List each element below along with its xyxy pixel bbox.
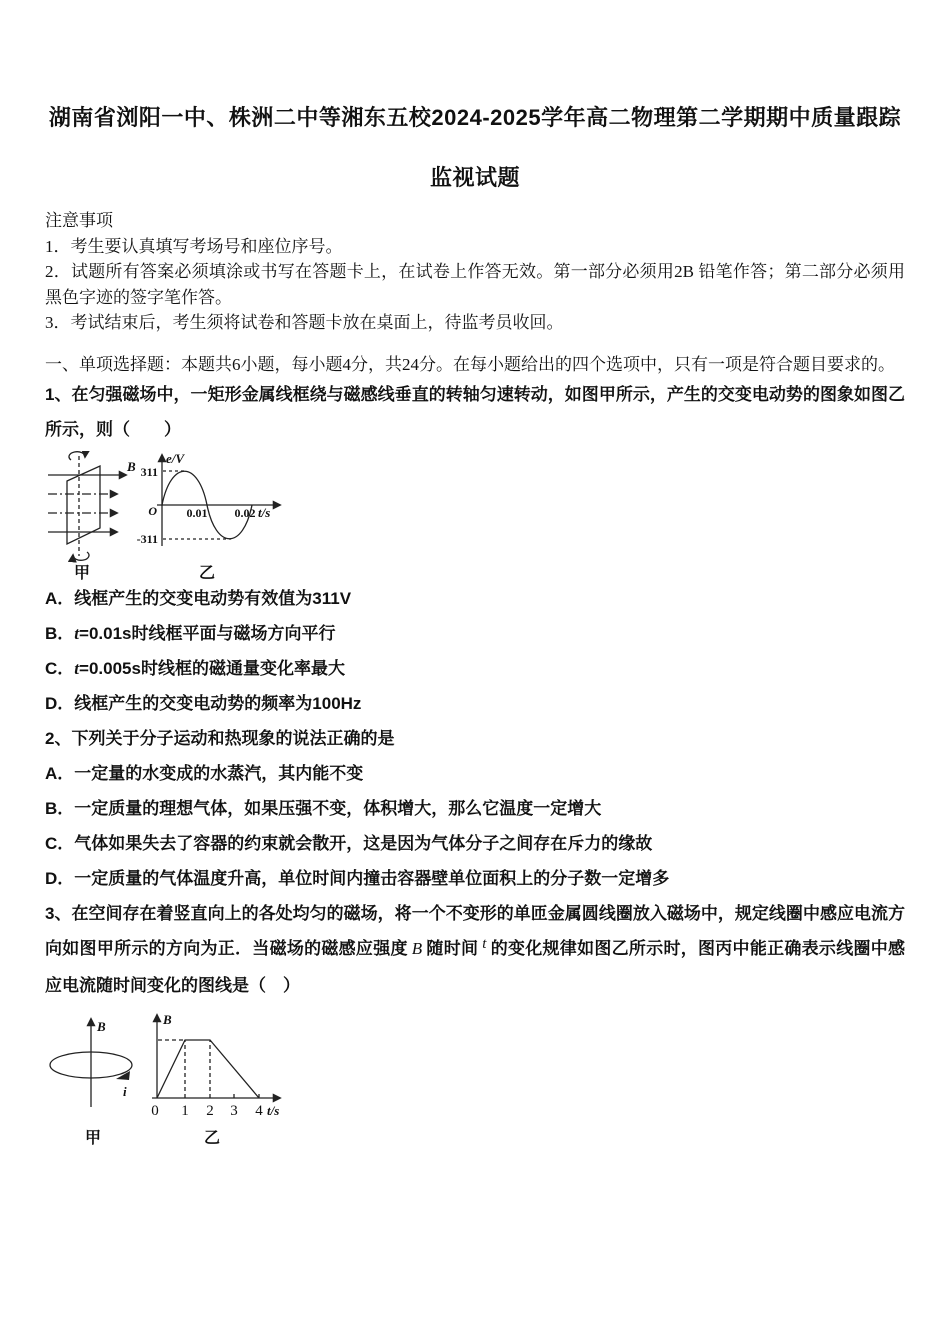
q3-stem-text-1: 3、在空间存在着竖直向上的各处均匀的磁场，将一个不变形的单匝金属圆线圈放入磁场中，规定线圈中感应电流方向如图甲所示的方向为正．当磁场的磁感应强度 [45,903,905,958]
caption-yi: 乙 [203,1129,221,1147]
y-axis-label: e/V [166,450,185,466]
option-text: 气体如果失去了容器的约束就会散开，这是因为气体分子之间存在斥力的缘故 [74,833,653,853]
question-2-options [45,756,905,896]
question-2-stem: 2、下列关于分子运动和热现象的说法正确的是 [45,728,395,748]
option-letter: A． [45,763,75,783]
q2-option-b [45,791,905,826]
page-title: 湖南省浏阳一中、株洲二中等湘东五校2024-2025学年高二物理第二学期期中质量跟踪监视试题 [48,105,902,190]
b-curve [157,1040,259,1098]
peak-value-label: 311 [140,464,158,479]
emf-time-graph [157,455,280,546]
x-axis-label: t/s [258,504,271,520]
q1-option-d [45,686,905,721]
x-tick-2: 2 [206,1102,214,1119]
origin-label: O [148,503,157,518]
q1-option-a [45,581,905,616]
figure-q3 [47,1009,347,1149]
q3-variable-t: t [482,935,487,952]
option-variable: t [74,658,80,678]
q1-option-b [45,616,905,651]
option-letter: A． [45,588,75,608]
b-field-label: B [127,458,136,474]
question-3-stem [45,896,905,1003]
x-tick-3: 3 [230,1102,238,1119]
section-1-header: 一、单项选择题：本题共6小题，每小题4分，共24分。在每小题给出的四个选项中，只有一项是符合题目要求的。 [45,354,895,374]
q3-stem-text-3: 的变化规律如图乙所示时，图丙中能正确表示线圈中感应电流随时间变化的图线是（ ） [45,938,906,995]
option-text: =0.005s时线框的磁通量变化率最大 [79,658,345,678]
b-time-graph [152,1015,280,1098]
option-text: 一定量的水变成的水蒸汽，其内能不变 [74,763,364,783]
current-i-label: i [123,1083,127,1099]
loop-b-label: B [97,1018,106,1034]
option-variable: t [74,623,80,643]
caption-jia: 甲 [73,564,91,581]
option-text: 一定质量的气体温度升高，单位时间内撞击容器壁单位面积上的分子数一定增多 [74,868,670,888]
option-letter: C． [45,833,75,853]
notes-section [45,208,905,336]
rotation-arrow-bottom [73,552,89,560]
figure-q1 [47,451,347,581]
option-letter: B． [45,798,75,818]
question-1-options [45,581,905,721]
q2-option-a [45,756,905,791]
x-tick-0: 0 [151,1102,159,1119]
option-letter: D． [45,693,75,713]
q3-stem-text-2: 随时间 [426,938,479,958]
note-item-1: 1．考生要认真填写考场号和座位序号。 [45,236,343,256]
coil-in-field-diagram [48,451,126,560]
option-letter: C． [45,658,75,678]
option-text: 线框产生的交变电动势有效值为311V [74,588,352,608]
q1-option-c [45,651,905,686]
option-letter: D． [45,868,75,888]
trough-value-label: -311 [136,531,158,546]
x-tick-001: 0.01 [186,505,208,520]
caption-jia: 甲 [84,1129,102,1147]
notes-heading: 注意事项 [45,211,113,230]
x-tick-002: 0.02 [234,505,256,520]
current-direction-arrow [116,1071,130,1080]
note-item-3: 3．考试结束后，考生须将试卷和答题卡放在桌面上，待监考员收回。 [45,313,564,332]
x-tick-4: 4 [255,1102,263,1119]
current-loop-diagram [50,1019,132,1107]
note-item-2: 2．试题所有答案必须填涂或书写在答题卡上，在试卷上作答无效。第一部分必须用2B 铅笔作答；第二部分必须用黑色字迹的签字笔作答。 [45,262,905,307]
x-tick-1: 1 [181,1102,189,1119]
q2-option-d [45,861,905,896]
rotation-arrow-top [69,451,85,459]
option-text: 线框产生的交变电动势的频率为100Hz [74,693,362,713]
q3-variable-b: B [411,938,423,958]
q2-option-c [45,826,905,861]
caption-yi: 乙 [198,564,216,581]
x-axis-label: t/s [267,1102,280,1118]
option-text: 一定质量的理想气体，如果压强不变，体积增大，那么它温度一定增大 [74,798,602,818]
graph-b-label: B [163,1011,172,1027]
question-1-stem: 1、在匀强磁场中，一矩形金属线框绕与磁感线垂直的转轴匀速转动，如图甲所示，产生的交变电动势的图象如图乙所示，则（ ） [45,384,905,439]
option-letter: B． [45,623,75,643]
option-text: =0.01s时线框平面与磁场方向平行 [79,623,336,643]
